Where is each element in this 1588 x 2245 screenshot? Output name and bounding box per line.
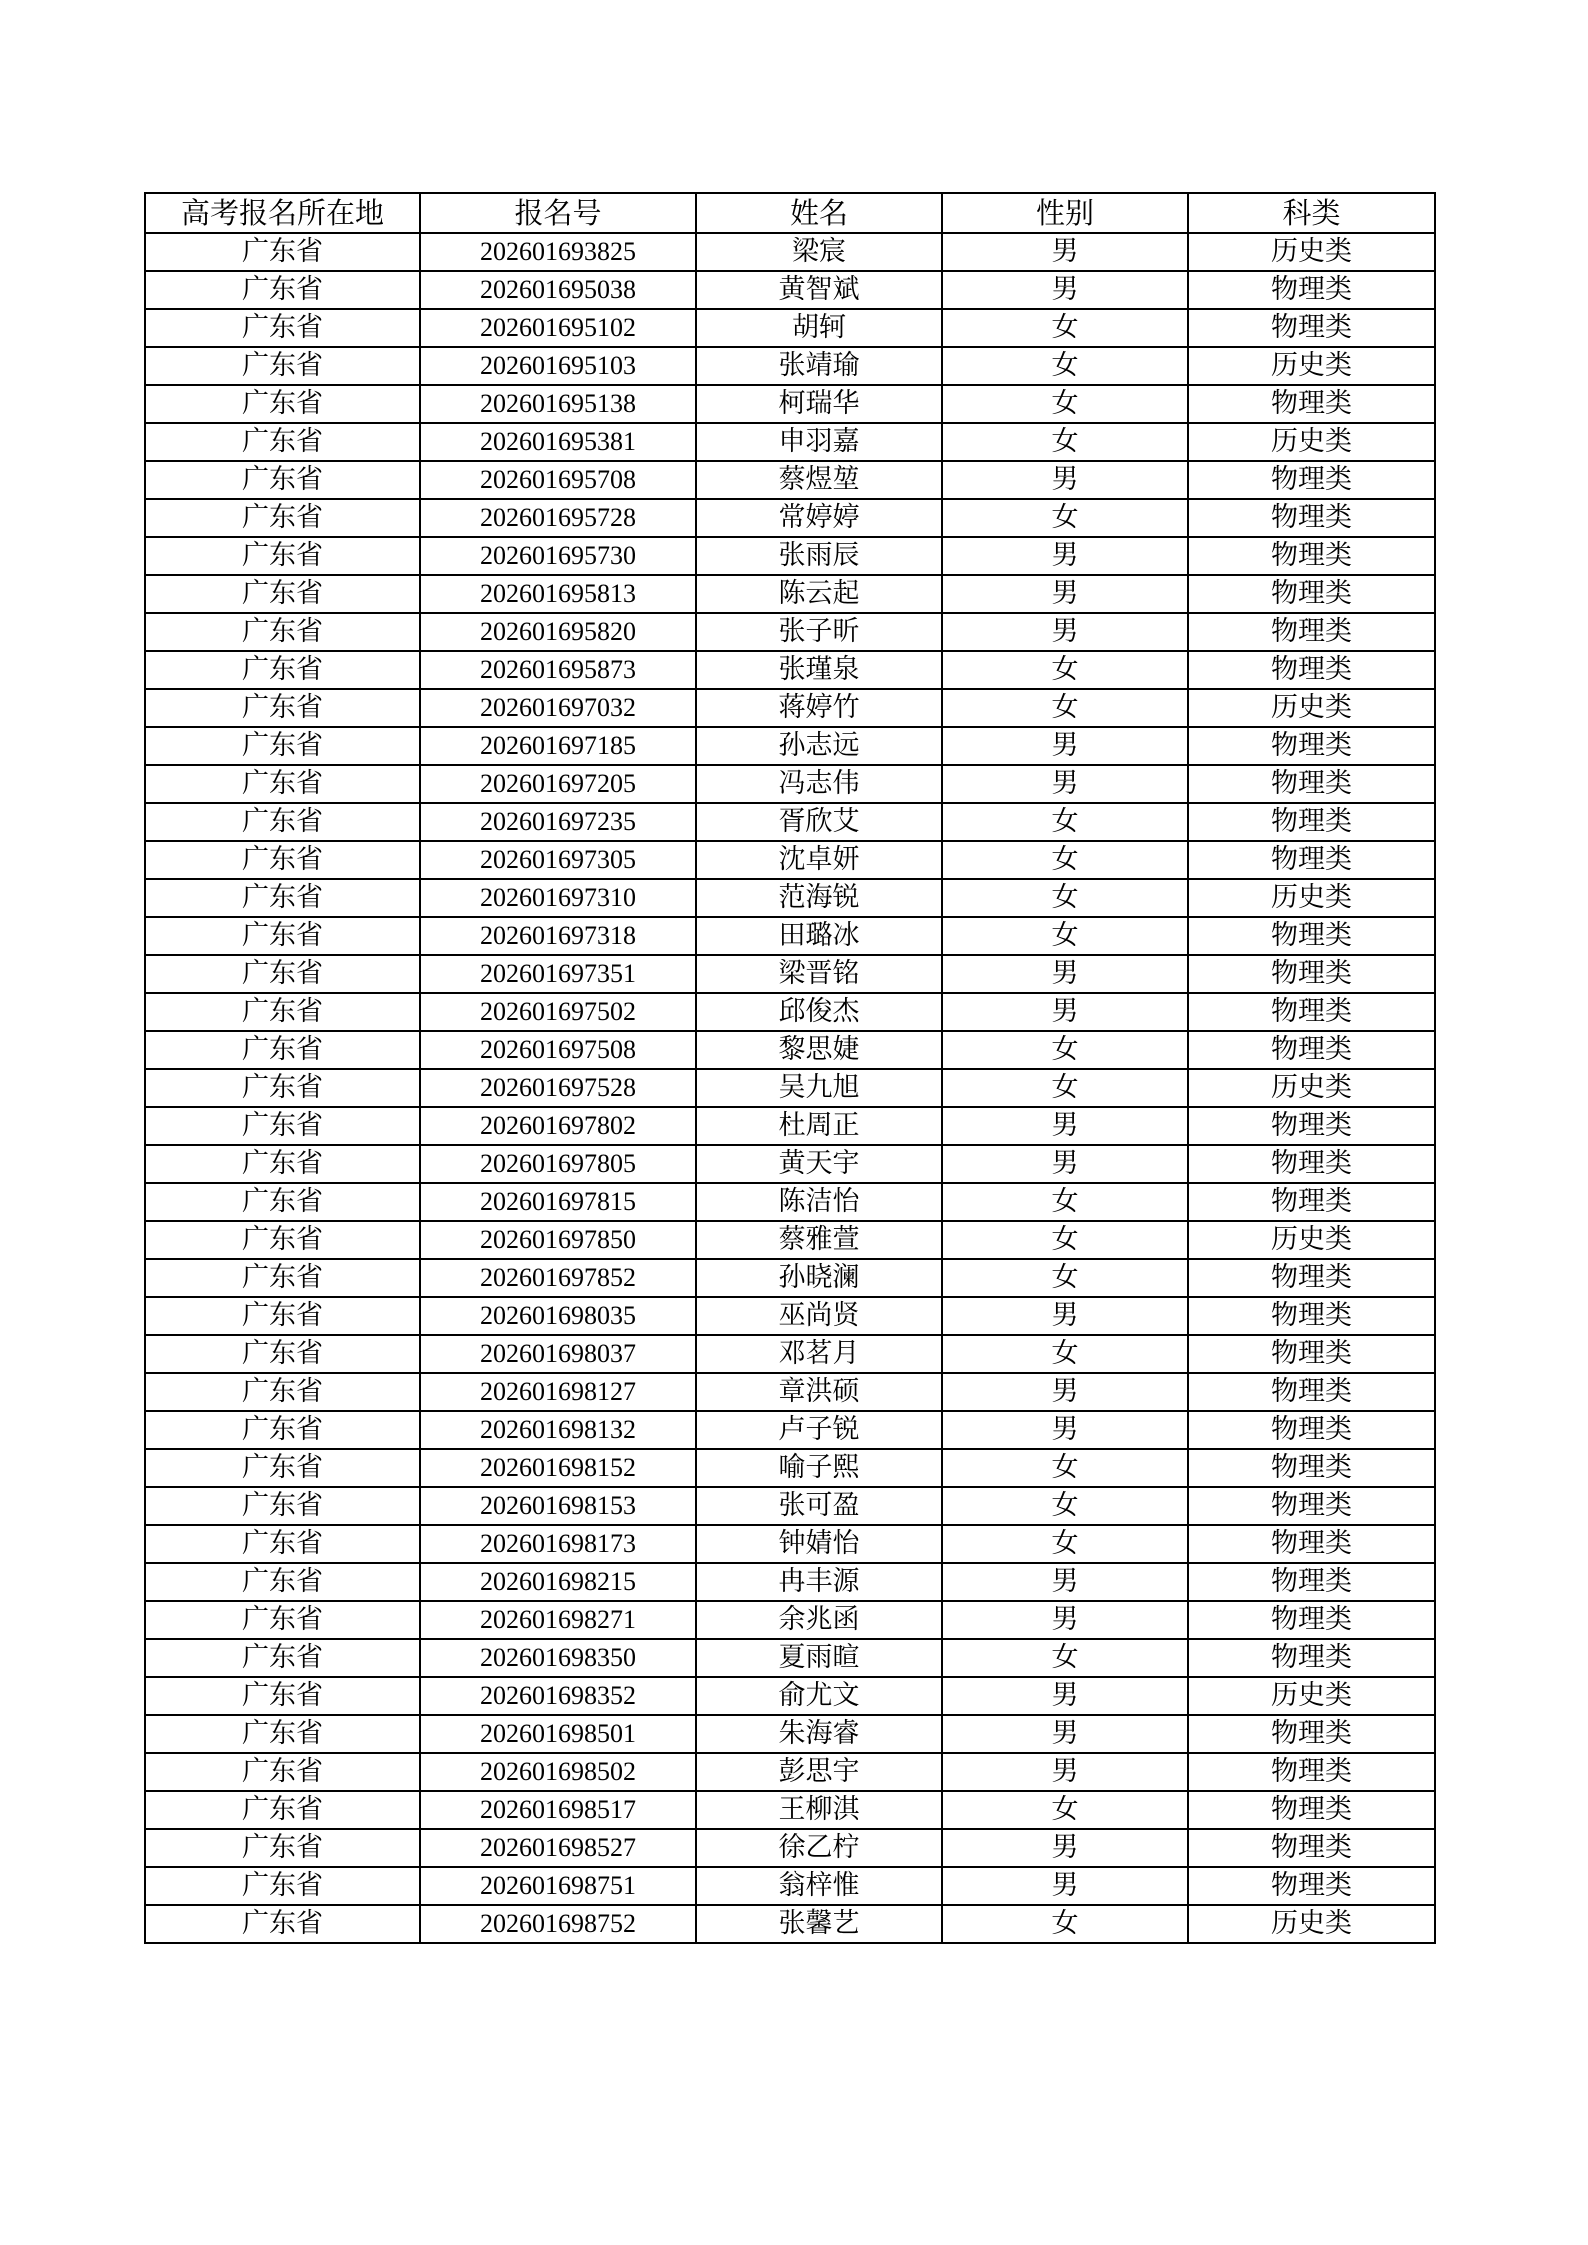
cell-name: 俞尤文 [696,1677,942,1715]
cell-name: 章洪硕 [696,1373,942,1411]
cell-gender: 男 [942,1867,1188,1905]
cell-registration-number: 202601698517 [420,1791,696,1829]
cell-gender: 女 [942,1525,1188,1563]
table-body [145,233,1435,1943]
table-row [145,1183,1435,1221]
cell-name: 杜周正 [696,1107,942,1145]
cell-region: 广东省 [145,1677,420,1715]
cell-name: 孙晓澜 [696,1259,942,1297]
cell-subject-category: 物理类 [1188,1867,1435,1905]
header-region: 高考报名所在地 [145,193,420,233]
table-header [145,193,1435,233]
cell-subject-category: 物理类 [1188,765,1435,803]
table-row [145,1715,1435,1753]
cell-gender: 男 [942,461,1188,499]
cell-name: 张雨辰 [696,537,942,575]
cell-region: 广东省 [145,1183,420,1221]
cell-region: 广东省 [145,309,420,347]
cell-subject-category: 物理类 [1188,841,1435,879]
cell-name: 常婷婷 [696,499,942,537]
cell-gender: 女 [942,1791,1188,1829]
cell-registration-number: 202601695102 [420,309,696,347]
cell-gender: 男 [942,1145,1188,1183]
header-row [145,193,1435,233]
cell-gender: 男 [942,575,1188,613]
cell-gender: 男 [942,993,1188,1031]
cell-region: 广东省 [145,1905,420,1943]
cell-region: 广东省 [145,1525,420,1563]
cell-registration-number: 202601697502 [420,993,696,1031]
cell-gender: 女 [942,841,1188,879]
cell-registration-number: 202601697802 [420,1107,696,1145]
cell-subject-category: 物理类 [1188,1715,1435,1753]
table-row [145,803,1435,841]
cell-subject-category: 物理类 [1188,1145,1435,1183]
table-row [145,727,1435,765]
table-row [145,1867,1435,1905]
cell-registration-number: 202601697850 [420,1221,696,1259]
cell-gender: 男 [942,537,1188,575]
cell-subject-category: 历史类 [1188,1905,1435,1943]
cell-gender: 男 [942,1753,1188,1791]
cell-region: 广东省 [145,917,420,955]
header-registration-number: 报名号 [420,193,696,233]
cell-name: 范海锐 [696,879,942,917]
cell-name: 梁宸 [696,233,942,271]
table-row [145,1601,1435,1639]
cell-name: 翁梓惟 [696,1867,942,1905]
cell-registration-number: 202601698132 [420,1411,696,1449]
table-row [145,347,1435,385]
cell-subject-category: 物理类 [1188,1297,1435,1335]
cell-gender: 女 [942,1905,1188,1943]
cell-registration-number: 202601697508 [420,1031,696,1069]
table-row [145,385,1435,423]
cell-name: 黄天宇 [696,1145,942,1183]
cell-subject-category: 物理类 [1188,803,1435,841]
cell-registration-number: 202601698751 [420,1867,696,1905]
cell-region: 广东省 [145,1297,420,1335]
cell-region: 广东省 [145,423,420,461]
cell-region: 广东省 [145,1335,420,1373]
cell-registration-number: 202601698153 [420,1487,696,1525]
cell-name: 冯志伟 [696,765,942,803]
cell-region: 广东省 [145,803,420,841]
cell-subject-category: 物理类 [1188,727,1435,765]
cell-gender: 女 [942,385,1188,423]
cell-region: 广东省 [145,651,420,689]
table-row [145,1905,1435,1943]
cell-gender: 男 [942,1411,1188,1449]
cell-name: 张靖瑜 [696,347,942,385]
cell-name: 田璐冰 [696,917,942,955]
cell-subject-category: 物理类 [1188,461,1435,499]
cell-registration-number: 202601698127 [420,1373,696,1411]
cell-subject-category: 物理类 [1188,1563,1435,1601]
table-row [145,1221,1435,1259]
table-row [145,1563,1435,1601]
table-row [145,1829,1435,1867]
cell-registration-number: 202601697032 [420,689,696,727]
cell-registration-number: 202601695138 [420,385,696,423]
cell-region: 广东省 [145,271,420,309]
cell-registration-number: 202601697318 [420,917,696,955]
header-subject-category: 科类 [1188,193,1435,233]
cell-name: 蔡雅萱 [696,1221,942,1259]
cell-gender: 女 [942,689,1188,727]
cell-region: 广东省 [145,1221,420,1259]
cell-registration-number: 202601697235 [420,803,696,841]
table-row [145,765,1435,803]
cell-registration-number: 202601698173 [420,1525,696,1563]
cell-subject-category: 物理类 [1188,537,1435,575]
cell-subject-category: 物理类 [1188,993,1435,1031]
cell-region: 广东省 [145,765,420,803]
table-row [145,1677,1435,1715]
cell-registration-number: 202601698502 [420,1753,696,1791]
cell-gender: 女 [942,1335,1188,1373]
cell-region: 广东省 [145,1715,420,1753]
cell-registration-number: 202601697185 [420,727,696,765]
cell-subject-category: 物理类 [1188,1639,1435,1677]
cell-region: 广东省 [145,1411,420,1449]
cell-name: 彭思宇 [696,1753,942,1791]
cell-subject-category: 物理类 [1188,651,1435,689]
cell-subject-category: 物理类 [1188,1525,1435,1563]
cell-subject-category: 物理类 [1188,917,1435,955]
cell-gender: 男 [942,1107,1188,1145]
cell-name: 邓茗月 [696,1335,942,1373]
cell-region: 广东省 [145,347,420,385]
cell-region: 广东省 [145,1791,420,1829]
cell-name: 巫尚贤 [696,1297,942,1335]
table-row [145,689,1435,727]
cell-registration-number: 202601697305 [420,841,696,879]
table-row [145,1107,1435,1145]
cell-gender: 女 [942,1183,1188,1221]
table-row [145,1335,1435,1373]
cell-region: 广东省 [145,1867,420,1905]
cell-name: 卢子锐 [696,1411,942,1449]
cell-registration-number: 202601695730 [420,537,696,575]
cell-registration-number: 202601697852 [420,1259,696,1297]
cell-registration-number: 202601695708 [420,461,696,499]
cell-registration-number: 202601698035 [420,1297,696,1335]
cell-gender: 女 [942,1639,1188,1677]
cell-name: 朱海睿 [696,1715,942,1753]
cell-gender: 男 [942,613,1188,651]
table-row [145,879,1435,917]
cell-subject-category: 历史类 [1188,1069,1435,1107]
cell-registration-number: 202601698350 [420,1639,696,1677]
cell-gender: 男 [942,1677,1188,1715]
cell-name: 胡轲 [696,309,942,347]
cell-gender: 男 [942,1715,1188,1753]
cell-region: 广东省 [145,1829,420,1867]
cell-gender: 男 [942,765,1188,803]
cell-name: 徐乙柠 [696,1829,942,1867]
cell-region: 广东省 [145,385,420,423]
table-row [145,1487,1435,1525]
cell-subject-category: 物理类 [1188,1107,1435,1145]
cell-gender: 男 [942,955,1188,993]
cell-region: 广东省 [145,575,420,613]
cell-region: 广东省 [145,993,420,1031]
cell-name: 胥欣艾 [696,803,942,841]
cell-gender: 女 [942,1221,1188,1259]
table-row [145,1449,1435,1487]
cell-gender: 男 [942,1829,1188,1867]
cell-registration-number: 202601697310 [420,879,696,917]
cell-subject-category: 物理类 [1188,1183,1435,1221]
table-row [145,1373,1435,1411]
cell-registration-number: 202601695728 [420,499,696,537]
table-row [145,955,1435,993]
cell-name: 陈云起 [696,575,942,613]
cell-region: 广东省 [145,1753,420,1791]
cell-region: 广东省 [145,537,420,575]
cell-name: 夏雨暄 [696,1639,942,1677]
cell-registration-number: 202601695820 [420,613,696,651]
cell-registration-number: 202601698037 [420,1335,696,1373]
table-row [145,271,1435,309]
cell-gender: 男 [942,233,1188,271]
cell-subject-category: 历史类 [1188,1677,1435,1715]
cell-registration-number: 202601697528 [420,1069,696,1107]
cell-subject-category: 物理类 [1188,955,1435,993]
cell-registration-number: 202601698752 [420,1905,696,1943]
cell-gender: 女 [942,1449,1188,1487]
cell-name: 邱俊杰 [696,993,942,1031]
cell-registration-number: 202601698501 [420,1715,696,1753]
table-row [145,309,1435,347]
cell-subject-category: 物理类 [1188,1753,1435,1791]
cell-registration-number: 202601695381 [420,423,696,461]
cell-region: 广东省 [145,955,420,993]
cell-registration-number: 202601695103 [420,347,696,385]
cell-region: 广东省 [145,1563,420,1601]
cell-name: 张瑾泉 [696,651,942,689]
cell-region: 广东省 [145,1107,420,1145]
table-row [145,1753,1435,1791]
cell-name: 陈洁怡 [696,1183,942,1221]
cell-name: 吴九旭 [696,1069,942,1107]
cell-registration-number: 202601695873 [420,651,696,689]
cell-region: 广东省 [145,233,420,271]
cell-gender: 男 [942,271,1188,309]
cell-subject-category: 物理类 [1188,1259,1435,1297]
table-row [145,537,1435,575]
cell-subject-category: 物理类 [1188,1411,1435,1449]
cell-subject-category: 物理类 [1188,613,1435,651]
cell-region: 广东省 [145,1145,420,1183]
cell-name: 王柳淇 [696,1791,942,1829]
table-row [145,1069,1435,1107]
cell-registration-number: 202601698352 [420,1677,696,1715]
cell-registration-number: 202601693825 [420,233,696,271]
cell-subject-category: 物理类 [1188,499,1435,537]
cell-gender: 女 [942,499,1188,537]
cell-region: 广东省 [145,1373,420,1411]
cell-registration-number: 202601697351 [420,955,696,993]
cell-subject-category: 历史类 [1188,347,1435,385]
cell-region: 广东省 [145,1601,420,1639]
table-row [145,1791,1435,1829]
cell-name: 钟婧怡 [696,1525,942,1563]
cell-name: 黎思婕 [696,1031,942,1069]
cell-region: 广东省 [145,1259,420,1297]
cell-gender: 女 [942,347,1188,385]
cell-subject-category: 历史类 [1188,423,1435,461]
table-row [145,651,1435,689]
cell-region: 广东省 [145,613,420,651]
cell-gender: 女 [942,1069,1188,1107]
cell-gender: 男 [942,1297,1188,1335]
cell-region: 广东省 [145,1487,420,1525]
cell-subject-category: 历史类 [1188,233,1435,271]
cell-gender: 女 [942,803,1188,841]
table-row [145,461,1435,499]
cell-region: 广东省 [145,689,420,727]
table-row [145,1297,1435,1335]
table-row [145,233,1435,271]
table-row [145,423,1435,461]
cell-registration-number: 202601698152 [420,1449,696,1487]
cell-subject-category: 物理类 [1188,1791,1435,1829]
cell-gender: 女 [942,1259,1188,1297]
header-name: 姓名 [696,193,942,233]
cell-subject-category: 物理类 [1188,1031,1435,1069]
cell-name: 沈卓妍 [696,841,942,879]
cell-subject-category: 物理类 [1188,309,1435,347]
cell-name: 蒋婷竹 [696,689,942,727]
table-row [145,499,1435,537]
table-row [145,841,1435,879]
cell-subject-category: 物理类 [1188,1487,1435,1525]
cell-subject-category: 物理类 [1188,1449,1435,1487]
cell-registration-number: 202601695813 [420,575,696,613]
cell-subject-category: 历史类 [1188,879,1435,917]
cell-region: 广东省 [145,841,420,879]
cell-region: 广东省 [145,727,420,765]
table-row [145,1145,1435,1183]
cell-gender: 女 [942,1487,1188,1525]
cell-registration-number: 202601697805 [420,1145,696,1183]
table-row [145,917,1435,955]
cell-gender: 男 [942,1373,1188,1411]
cell-gender: 男 [942,727,1188,765]
cell-registration-number: 202601698527 [420,1829,696,1867]
cell-registration-number: 202601698271 [420,1601,696,1639]
table-row [145,1525,1435,1563]
cell-region: 广东省 [145,499,420,537]
cell-subject-category: 物理类 [1188,1829,1435,1867]
table-row [145,1639,1435,1677]
cell-name: 黄智斌 [696,271,942,309]
table-row [145,1411,1435,1449]
cell-gender: 女 [942,651,1188,689]
cell-registration-number: 202601697815 [420,1183,696,1221]
cell-region: 广东省 [145,879,420,917]
cell-name: 冉丰源 [696,1563,942,1601]
cell-region: 广东省 [145,1639,420,1677]
cell-gender: 女 [942,879,1188,917]
cell-name: 张馨艺 [696,1905,942,1943]
cell-registration-number: 202601698215 [420,1563,696,1601]
cell-subject-category: 物理类 [1188,271,1435,309]
cell-gender: 女 [942,917,1188,955]
cell-gender: 女 [942,1031,1188,1069]
cell-subject-category: 物理类 [1188,1373,1435,1411]
cell-subject-category: 历史类 [1188,689,1435,727]
cell-name: 梁晋铭 [696,955,942,993]
cell-name: 申羽嘉 [696,423,942,461]
cell-name: 孙志远 [696,727,942,765]
table-row [145,1031,1435,1069]
cell-subject-category: 物理类 [1188,1601,1435,1639]
cell-region: 广东省 [145,1449,420,1487]
cell-name: 喻子熙 [696,1449,942,1487]
cell-region: 广东省 [145,461,420,499]
cell-name: 柯瑞华 [696,385,942,423]
table-row [145,575,1435,613]
cell-subject-category: 物理类 [1188,1335,1435,1373]
table-row [145,1259,1435,1297]
header-gender: 性别 [942,193,1188,233]
cell-name: 蔡煜堃 [696,461,942,499]
cell-subject-category: 物理类 [1188,575,1435,613]
cell-subject-category: 历史类 [1188,1221,1435,1259]
cell-region: 广东省 [145,1031,420,1069]
cell-name: 余兆函 [696,1601,942,1639]
cell-registration-number: 202601697205 [420,765,696,803]
cell-subject-category: 物理类 [1188,385,1435,423]
cell-gender: 男 [942,1601,1188,1639]
cell-registration-number: 202601695038 [420,271,696,309]
cell-name: 张子昕 [696,613,942,651]
registration-table [144,192,1436,1944]
cell-name: 张可盈 [696,1487,942,1525]
table-row [145,993,1435,1031]
cell-gender: 男 [942,1563,1188,1601]
table-row [145,613,1435,651]
cell-gender: 女 [942,309,1188,347]
cell-region: 广东省 [145,1069,420,1107]
cell-gender: 女 [942,423,1188,461]
